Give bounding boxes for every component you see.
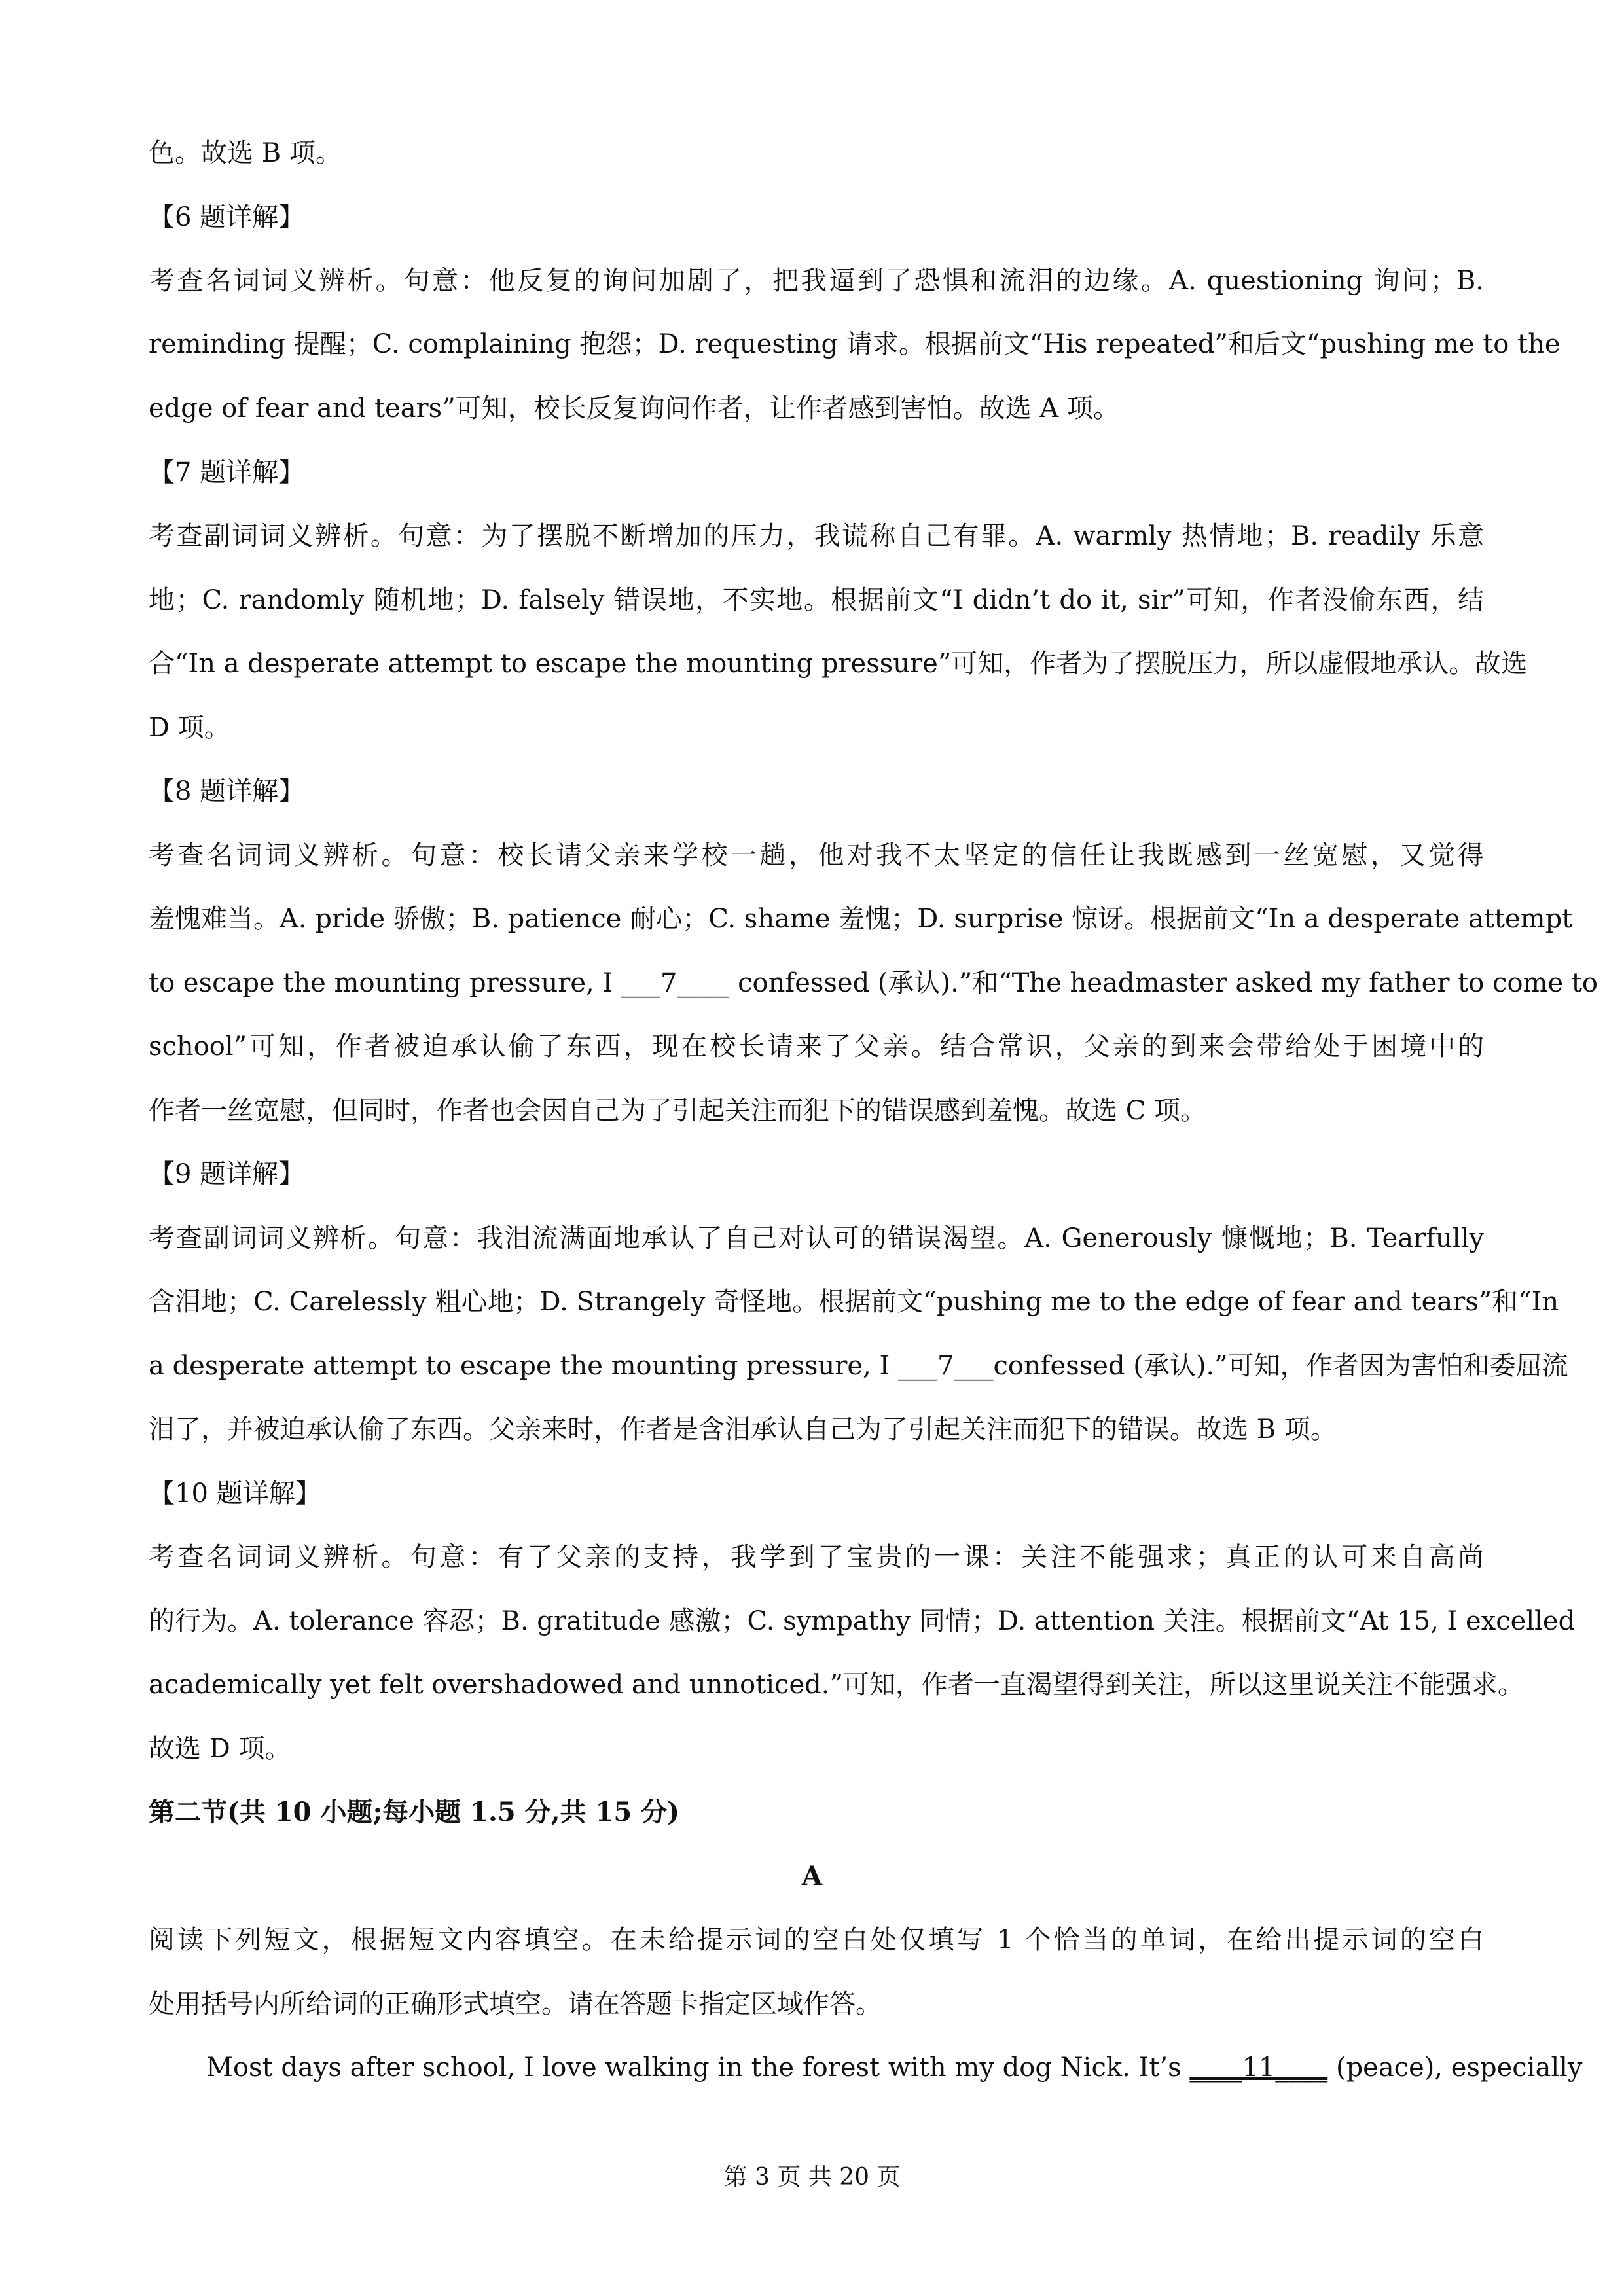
detail-heading-7: 【7 题详解】	[149, 457, 305, 488]
detail-heading-6: 【6 题详解】	[149, 202, 305, 232]
detail-heading-10: 【10 题详解】	[149, 1479, 321, 1509]
detail-heading-8: 【8 题详解】	[149, 776, 305, 806]
text-line: 考查名词词义辨析。句意：有了父亲的支持，我学到了宝贵的一课：关注不能强求；真正的认可来自高尚	[149, 1542, 1484, 1572]
text-line: edge of fear and tears”可知，校长反复询问作者，让作者感到害怕。故选 A 项。	[149, 393, 1119, 423]
text-line: 故选 D 项。	[149, 1734, 291, 1764]
passage-line	[206, 2049, 1583, 2086]
text-line: academically yet felt overshadowed and unnoticed.”可知，作者一直渴望得到关注，所以这里说关注不能强求。	[149, 1670, 1524, 1700]
detail-heading-9: 【9 题详解】	[149, 1159, 305, 1189]
text-line: 合“In a desperate attempt to escape the mounting pressure”可知，作者为了摆脱压力，所以虚假地承认。故选	[149, 649, 1528, 679]
instruction-line: 阅读下列短文，根据短文内容填空。在未给提示词的空白处仅填写 1 个恰当的单词，在给出提示词的空白	[149, 1925, 1484, 1955]
text-line: 考查名词词义辨析。句意：校长请父亲来学校一趟，他对我不太坚定的信任让我既感到一丝宽慰，又觉得	[149, 840, 1484, 870]
page-footer: 第 3 页 共 20 页	[723, 2164, 901, 2191]
text-line: 考查名词词义辨析。句意：他反复的询问加剧了，把我逼到了恐惧和流泪的边缘。A. questioning 询问；B.	[149, 266, 1484, 296]
text-line: 地；C. randomly 随机地；D. falsely 错误地，不实地。根据前文“I didn’t do it, sir”可知，作者没偷东西，结	[149, 585, 1484, 615]
text-line: reminding 提醒；C. complaining 抱怨；D. requesting 请求。根据前文“His repeated”和后文“pushing me to the	[149, 329, 1561, 359]
text-line: 作者一丝宽慰，但同时，作者也会因自己为了引起关注而犯下的错误感到羞愧。故选 C 项。	[149, 1096, 1207, 1126]
text-line: 含泪地；C. Carelessly 粗心地；D. Strangely 奇怪地。根据前文“pushing me to the edge of fear and tears”和“In	[149, 1287, 1559, 1317]
passage-text: Most days after school, I love walking in the forest with my dog Nick. It’s	[206, 2053, 1190, 2083]
text-line: 羞愧难当。A. pride 骄傲；B. patience 耐心；C. shame 羞愧；D. surprise 惊讶。根据前文“In a desperate attempt	[149, 904, 1573, 934]
text-line: 考查副词词义辨析。句意：我泪流满面地承认了自己对认可的错误渴望。A. Generously 慷慨地；B. Tearfully	[149, 1223, 1484, 1253]
section-heading: 第二节(共 10 小题;每小题 1.5 分,共 15 分)	[149, 1797, 680, 1827]
text-line: school”可知，作者被迫承认偷了东西，现在校长请来了父亲。结合常识，父亲的到来会带给处于困境中的	[149, 1031, 1484, 1062]
part-title: A	[801, 1861, 823, 1892]
text-line: 色。故选 B 项。	[149, 138, 342, 168]
passage-text: (peace), especially	[1327, 2053, 1583, 2083]
text-line: 考查副词词义辨析。句意：为了摆脱不断增加的压力，我谎称自己有罪。A. warmly 热情地；B. readily 乐意	[149, 521, 1484, 551]
text-line: to escape the mounting pressure, I ___7____ confessed (承认).”和“The headmaster asked my father to come to	[149, 968, 1598, 998]
instruction-line: 处用括号内所给词的正确形式填空。请在答题卡指定区域作答。	[149, 1989, 882, 2019]
text-line: a desperate attempt to escape the mounting pressure, I ___7___confessed (承认).”可知，作者因为害怕和委屈流	[149, 1351, 1568, 1381]
blank-11: ____11____	[1189, 2053, 1328, 2083]
text-line: 的行为。A. tolerance 容忍；B. gratitude 感激；C. sympathy 同情；D. attention 关注。根据前文“At 15, I excelled	[149, 1606, 1576, 1636]
text-line: 泪了，并被迫承认偷了东西。父亲来时，作者是含泪承认自己为了引起关注而犯下的错误。故选 B 项。	[149, 1414, 1337, 1444]
text-line: D 项。	[149, 713, 230, 743]
